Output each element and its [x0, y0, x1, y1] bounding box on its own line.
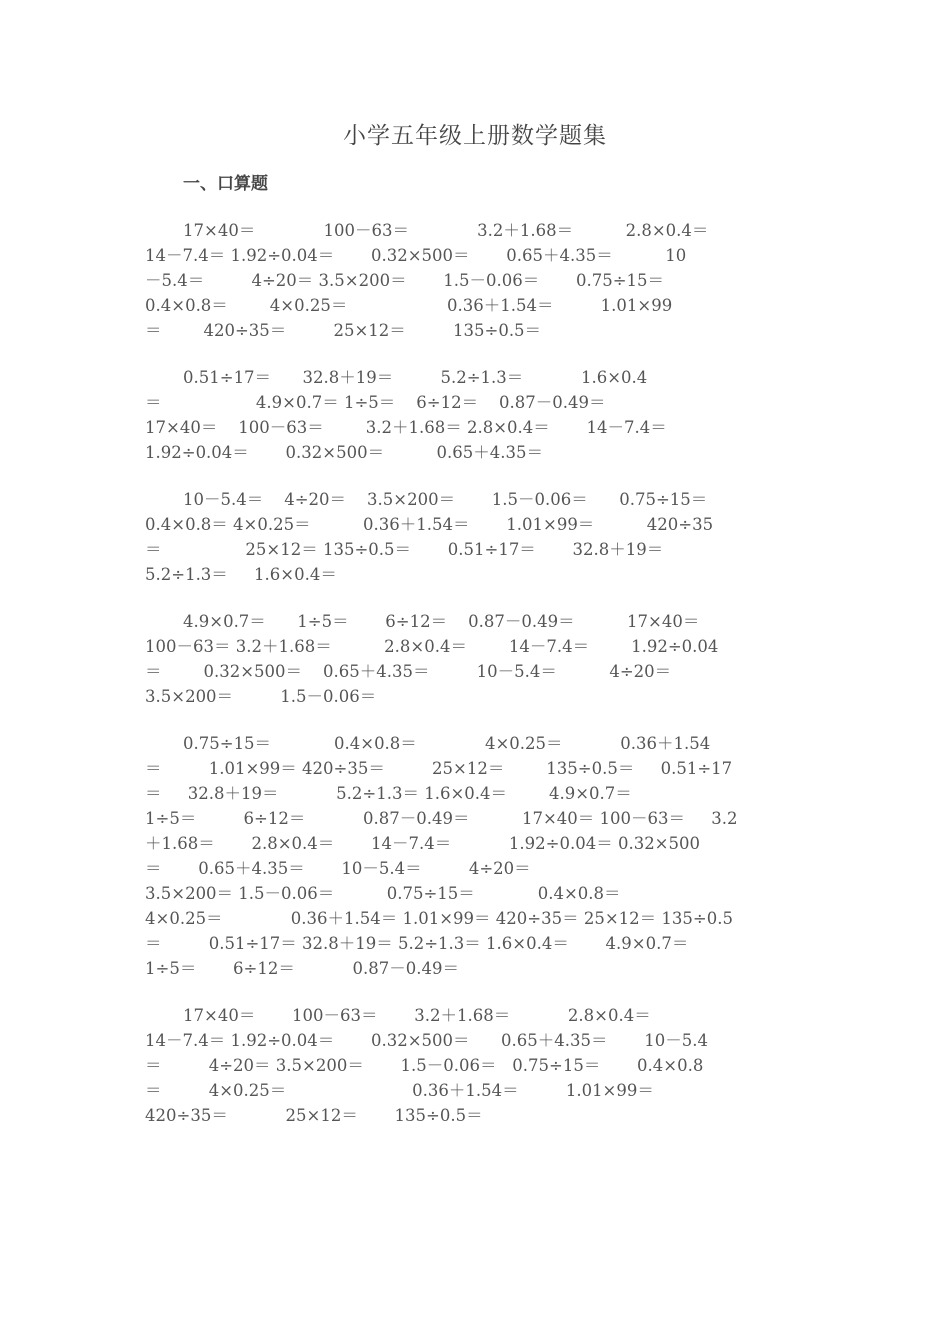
problem-line: ＝ 4×0.25＝ 0.36＋1.54＝ 1.01×99＝ — [145, 1081, 654, 1100]
problem-line: 0.51÷17＝ 32.8＋19＝ 5.2÷1.3＝ 1.6×0.4 — [183, 368, 648, 387]
problem-line: ＋1.68＝ 2.8×0.4＝ 14－7.4＝ 1.92÷0.04＝ 0.32×500 — [145, 834, 701, 853]
problem-line: ＝ 0.65＋4.35＝ 10－5.4＝ 4÷20＝ — [145, 859, 531, 878]
problem-line: ＝ 32.8＋19＝ 5.2÷1.3＝ 1.6×0.4＝ 4.9×0.7＝ — [145, 784, 632, 803]
problem-line: ＝ 4.9×0.7＝ 1÷5＝ 6÷12＝ 0.87－0.49＝ — [145, 393, 606, 412]
problem-line: 1÷5＝ 6÷12＝ 0.87－0.49＝ — [145, 959, 460, 978]
problem-line: ＝ 4÷20＝ 3.5×200＝ 1.5－0.06＝ 0.75÷15＝ 0.4×0.8 — [145, 1056, 704, 1075]
problem-line: －5.4＝ 4÷20＝ 3.5×200＝ 1.5－0.06＝ 0.75÷15＝ — [145, 271, 665, 290]
problem-line: ＝ 25×12＝ 135÷0.5＝ 0.51÷17＝ 32.8＋19＝ — [145, 540, 664, 559]
section-heading: 一、口算题 — [183, 174, 268, 194]
problem-line: 14－7.4＝ 1.92÷0.04＝ 0.32×500＝ 0.65＋4.35＝ 10－5.4 — [145, 1031, 708, 1050]
problem-line: 14－7.4＝ 1.92÷0.04＝ 0.32×500＝ 0.65＋4.35＝ 10 — [145, 246, 687, 265]
problem-line: 0.4×0.8＝ 4×0.25＝ 0.36＋1.54＝ 1.01×99 — [145, 296, 673, 315]
problem-line: 3.5×200＝ 1.5－0.06＝ — [145, 687, 377, 706]
problem-line: ＝ 0.51÷17＝ 32.8＋19＝ 5.2÷1.3＝ 1.6×0.4＝ 4.9×0.7＝ — [145, 934, 689, 953]
problem-line: 4×0.25＝ 0.36＋1.54＝ 1.01×99＝ 420÷35＝ 25×12＝ 135÷0.5 — [145, 909, 733, 928]
problem-line: 1÷5＝ 6÷12＝ 0.87－0.49＝ 17×40＝ 100－63＝ 3.2 — [145, 809, 738, 828]
problem-line: ＝ 0.32×500＝ 0.65＋4.35＝ 10－5.4＝ 4÷20＝ — [145, 662, 672, 681]
problem-line: 3.5×200＝ 1.5－0.06＝ 0.75÷15＝ 0.4×0.8＝ — [145, 884, 621, 903]
problem-line: 17×40＝ 100－63＝ 3.2＋1.68＝ 2.8×0.4＝ — [183, 221, 709, 240]
problem-line: 5.2÷1.3＝ 1.6×0.4＝ — [145, 565, 337, 584]
problem-line: 4.9×0.7＝ 1÷5＝ 6÷12＝ 0.87－0.49＝ 17×40＝ — [183, 612, 700, 631]
problem-line: 17×40＝ 100－63＝ 3.2＋1.68＝ 2.8×0.4＝ 14－7.4＝ — [145, 418, 667, 437]
problem-line: 0.75÷15＝ 0.4×0.8＝ 4×0.25＝ 0.36＋1.54 — [183, 734, 711, 753]
problem-line: ＝ 420÷35＝ 25×12＝ 135÷0.5＝ — [145, 321, 542, 340]
page-title: 小学五年级上册数学题集 — [343, 123, 607, 149]
problem-line: 1.92÷0.04＝ 0.32×500＝ 0.65＋4.35＝ — [145, 443, 543, 462]
problem-line: ＝ 1.01×99＝ 420÷35＝ 25×12＝ 135÷0.5＝ 0.51÷17 — [145, 759, 733, 778]
problem-line: 420÷35＝ 25×12＝ 135÷0.5＝ — [145, 1106, 483, 1125]
problem-line: 10－5.4＝ 4÷20＝ 3.5×200＝ 1.5－0.06＝ 0.75÷15＝ — [183, 490, 708, 509]
problem-line: 17×40＝ 100－63＝ 3.2＋1.68＝ 2.8×0.4＝ — [183, 1006, 651, 1025]
problem-line: 0.4×0.8＝ 4×0.25＝ 0.36＋1.54＝ 1.01×99＝ 420÷35 — [145, 515, 714, 534]
problem-line: 100－63＝ 3.2＋1.68＝ 2.8×0.4＝ 14－7.4＝ 1.92÷0.04 — [145, 637, 719, 656]
